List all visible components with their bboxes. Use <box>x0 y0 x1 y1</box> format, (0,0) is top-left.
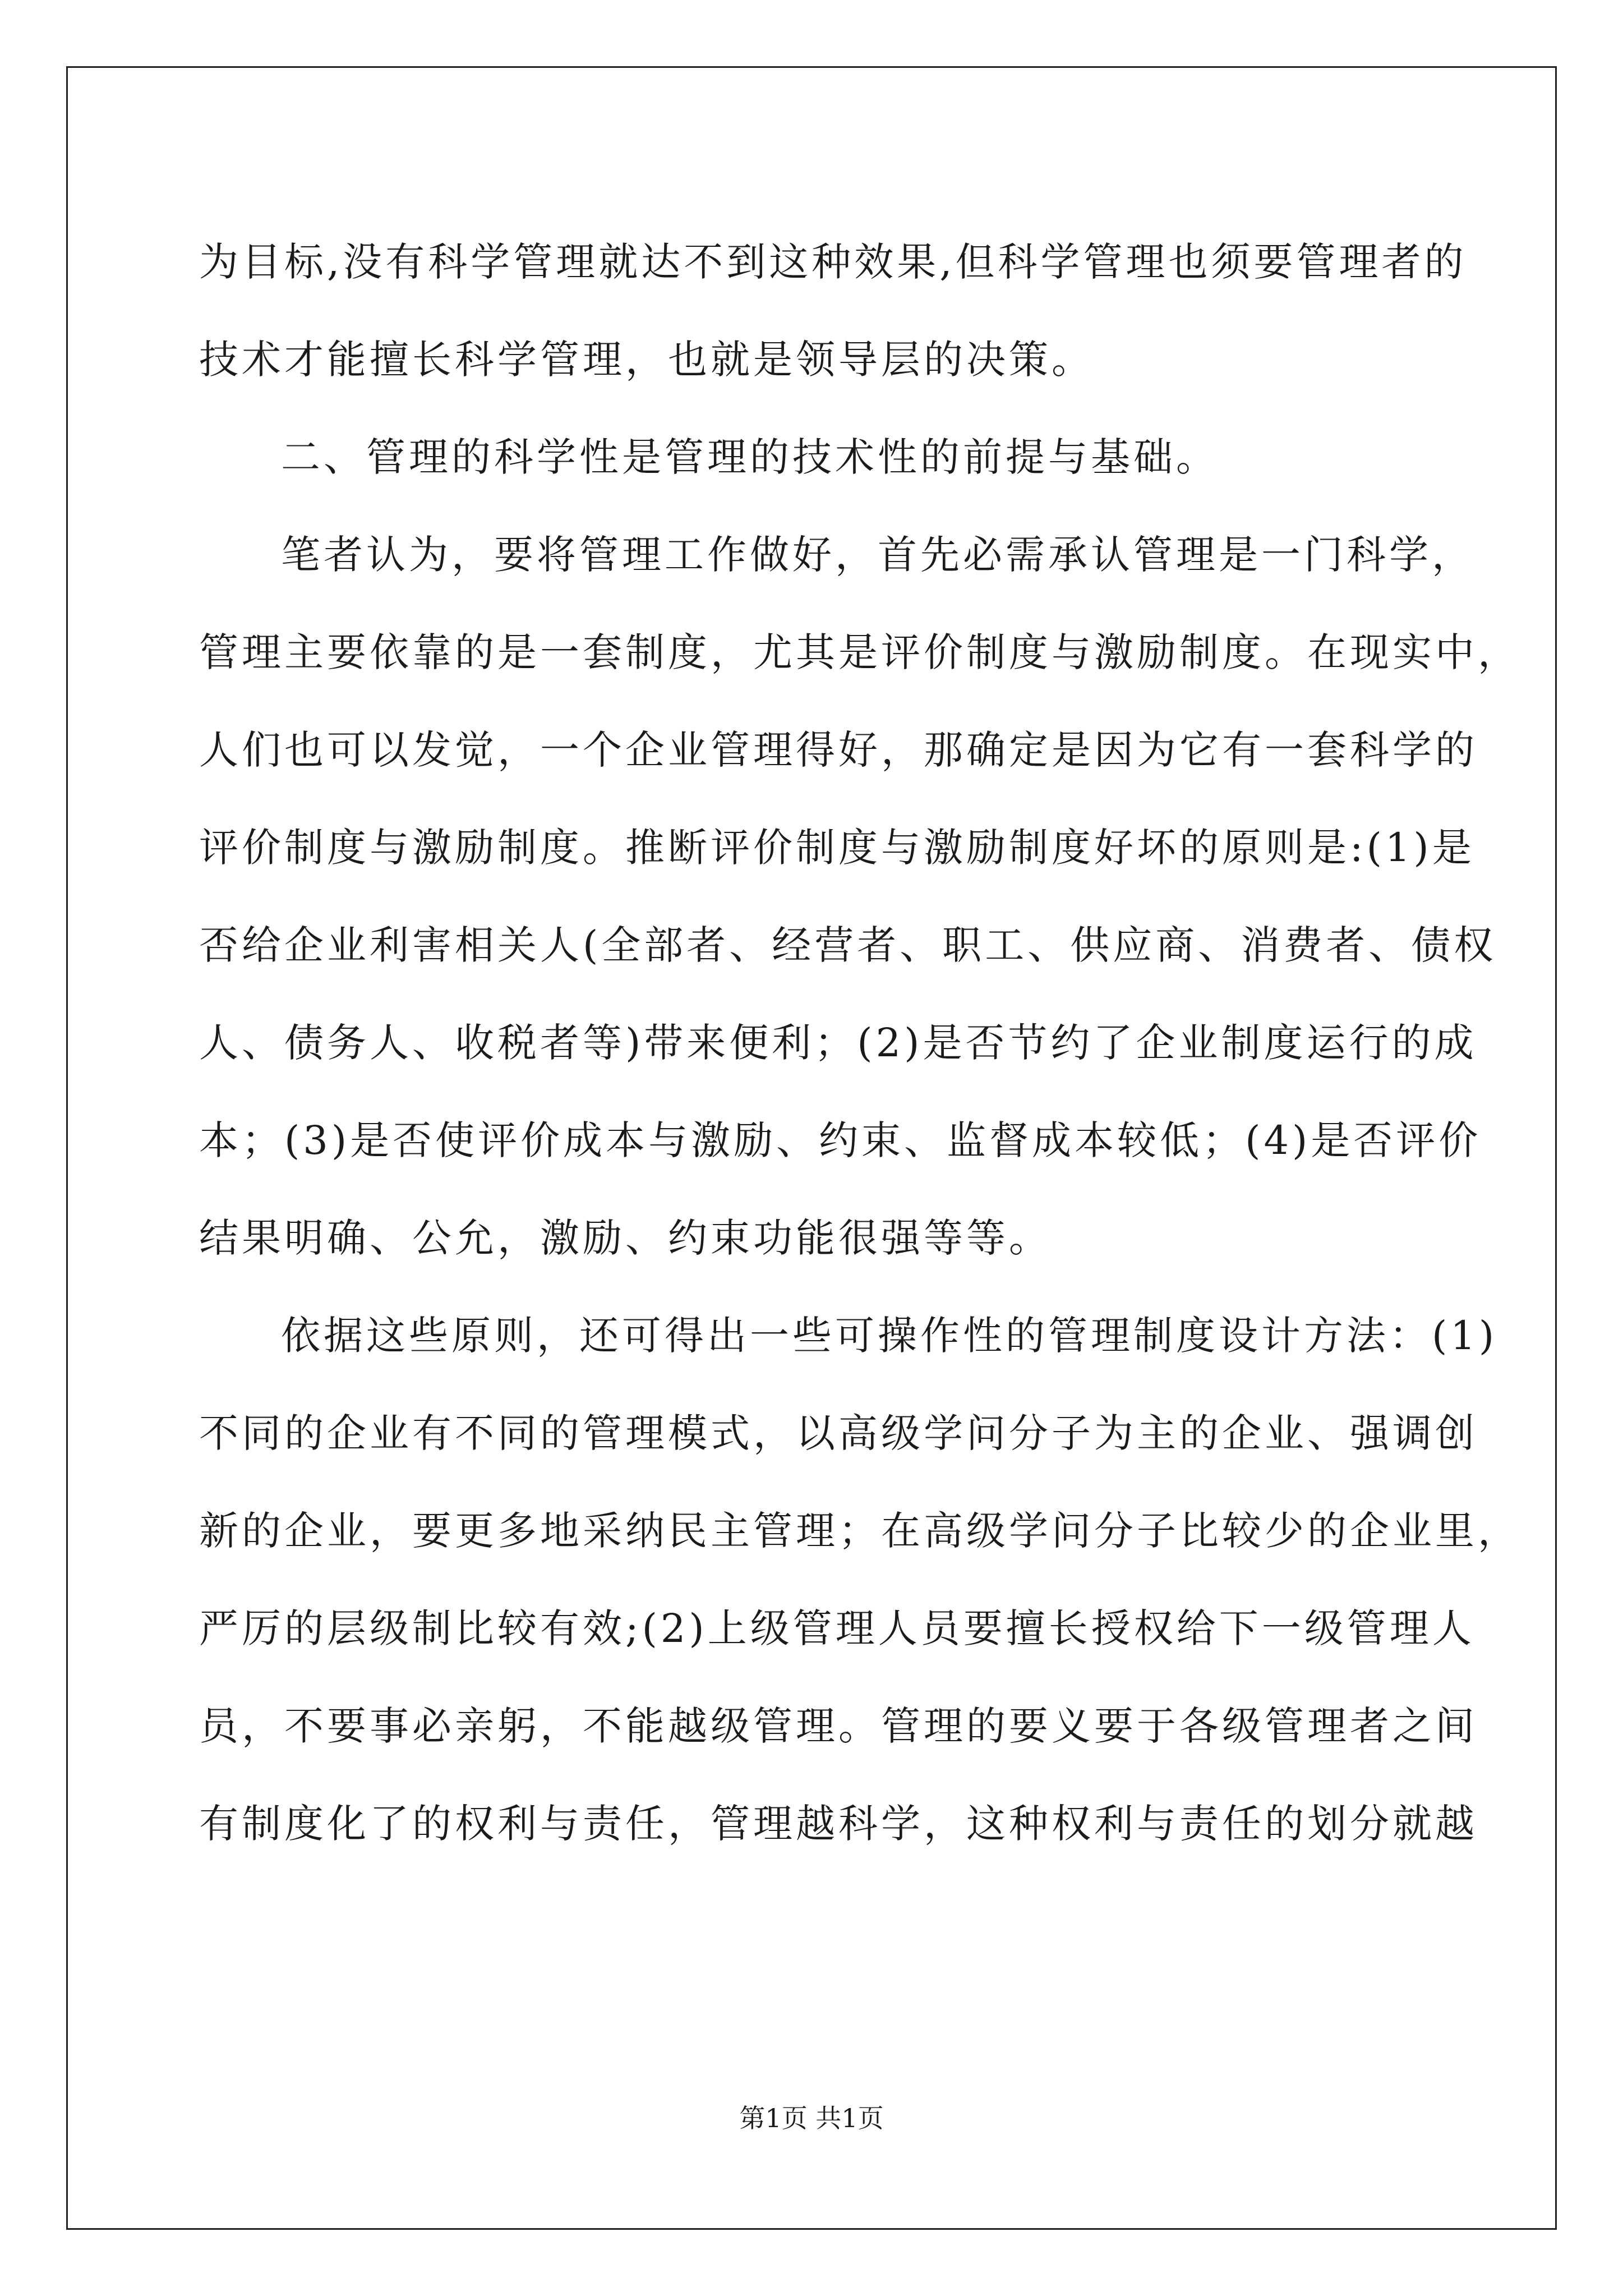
section-heading: 二、管理的科学性是管理的技术性的前提与基础。 <box>281 434 1219 480</box>
text-line: 否给企业利害相关人(全部者、经营者、职工、供应商、消费者、债权 <box>199 922 1497 968</box>
document-body <box>199 213 1520 1872</box>
text-line: 评价制度与激励制度。推断评价制度与激励制度好坏的原则是:(1)是 <box>199 825 1475 871</box>
text-line: 为目标,没有科学管理就达不到这种效果,但科学管理也须要管理者的 <box>199 239 1467 285</box>
text-line: 人们也可以发觉，一个企业管理得好，那确定是因为它有一套科学的 <box>199 727 1478 773</box>
text-line: 人、债务人、收税者等)带来便利；(2)是否节约了企业制度运行的成 <box>199 1020 1477 1066</box>
text-line: 员，不要事必亲躬，不能越级管理。管理的要义要于各级管理者之间 <box>199 1703 1478 1749</box>
text-line: 结果明确、公允，激励、约束功能很强等等。 <box>199 1215 1052 1261</box>
text-line: 严厉的层级制比较有效;(2)上级管理人员要擅长授权给下一级管理人 <box>199 1605 1475 1651</box>
text-line: 依据这些原则，还可得出一些可操作性的管理制度设计方法：(1) <box>281 1313 1498 1359</box>
text-line: 新的企业，要更多地采纳民主管理；在高级学问分子比较少的企业里， <box>199 1508 1520 1554</box>
text-line: 本；(3)是否使评价成本与激励、约束、监督成本较低；(4)是否评价 <box>199 1117 1482 1163</box>
page-number-footer: 第1页 共1页 <box>739 2103 884 2133</box>
text-line: 技术才能擅长科学管理，也就是领导层的决策。 <box>199 337 1094 383</box>
text-line: 笔者认为，要将管理工作做好，首先必需承认管理是一门科学， <box>281 532 1474 578</box>
text-line: 有制度化了的权利与责任，管理越科学，这种权利与责任的划分就越 <box>199 1801 1478 1847</box>
text-line: 不同的企业有不同的管理模式，以高级学问分子为主的企业、强调创 <box>199 1410 1478 1456</box>
text-line: 管理主要依靠的是一套制度，尤其是评价制度与激励制度。在现实中， <box>199 629 1520 675</box>
